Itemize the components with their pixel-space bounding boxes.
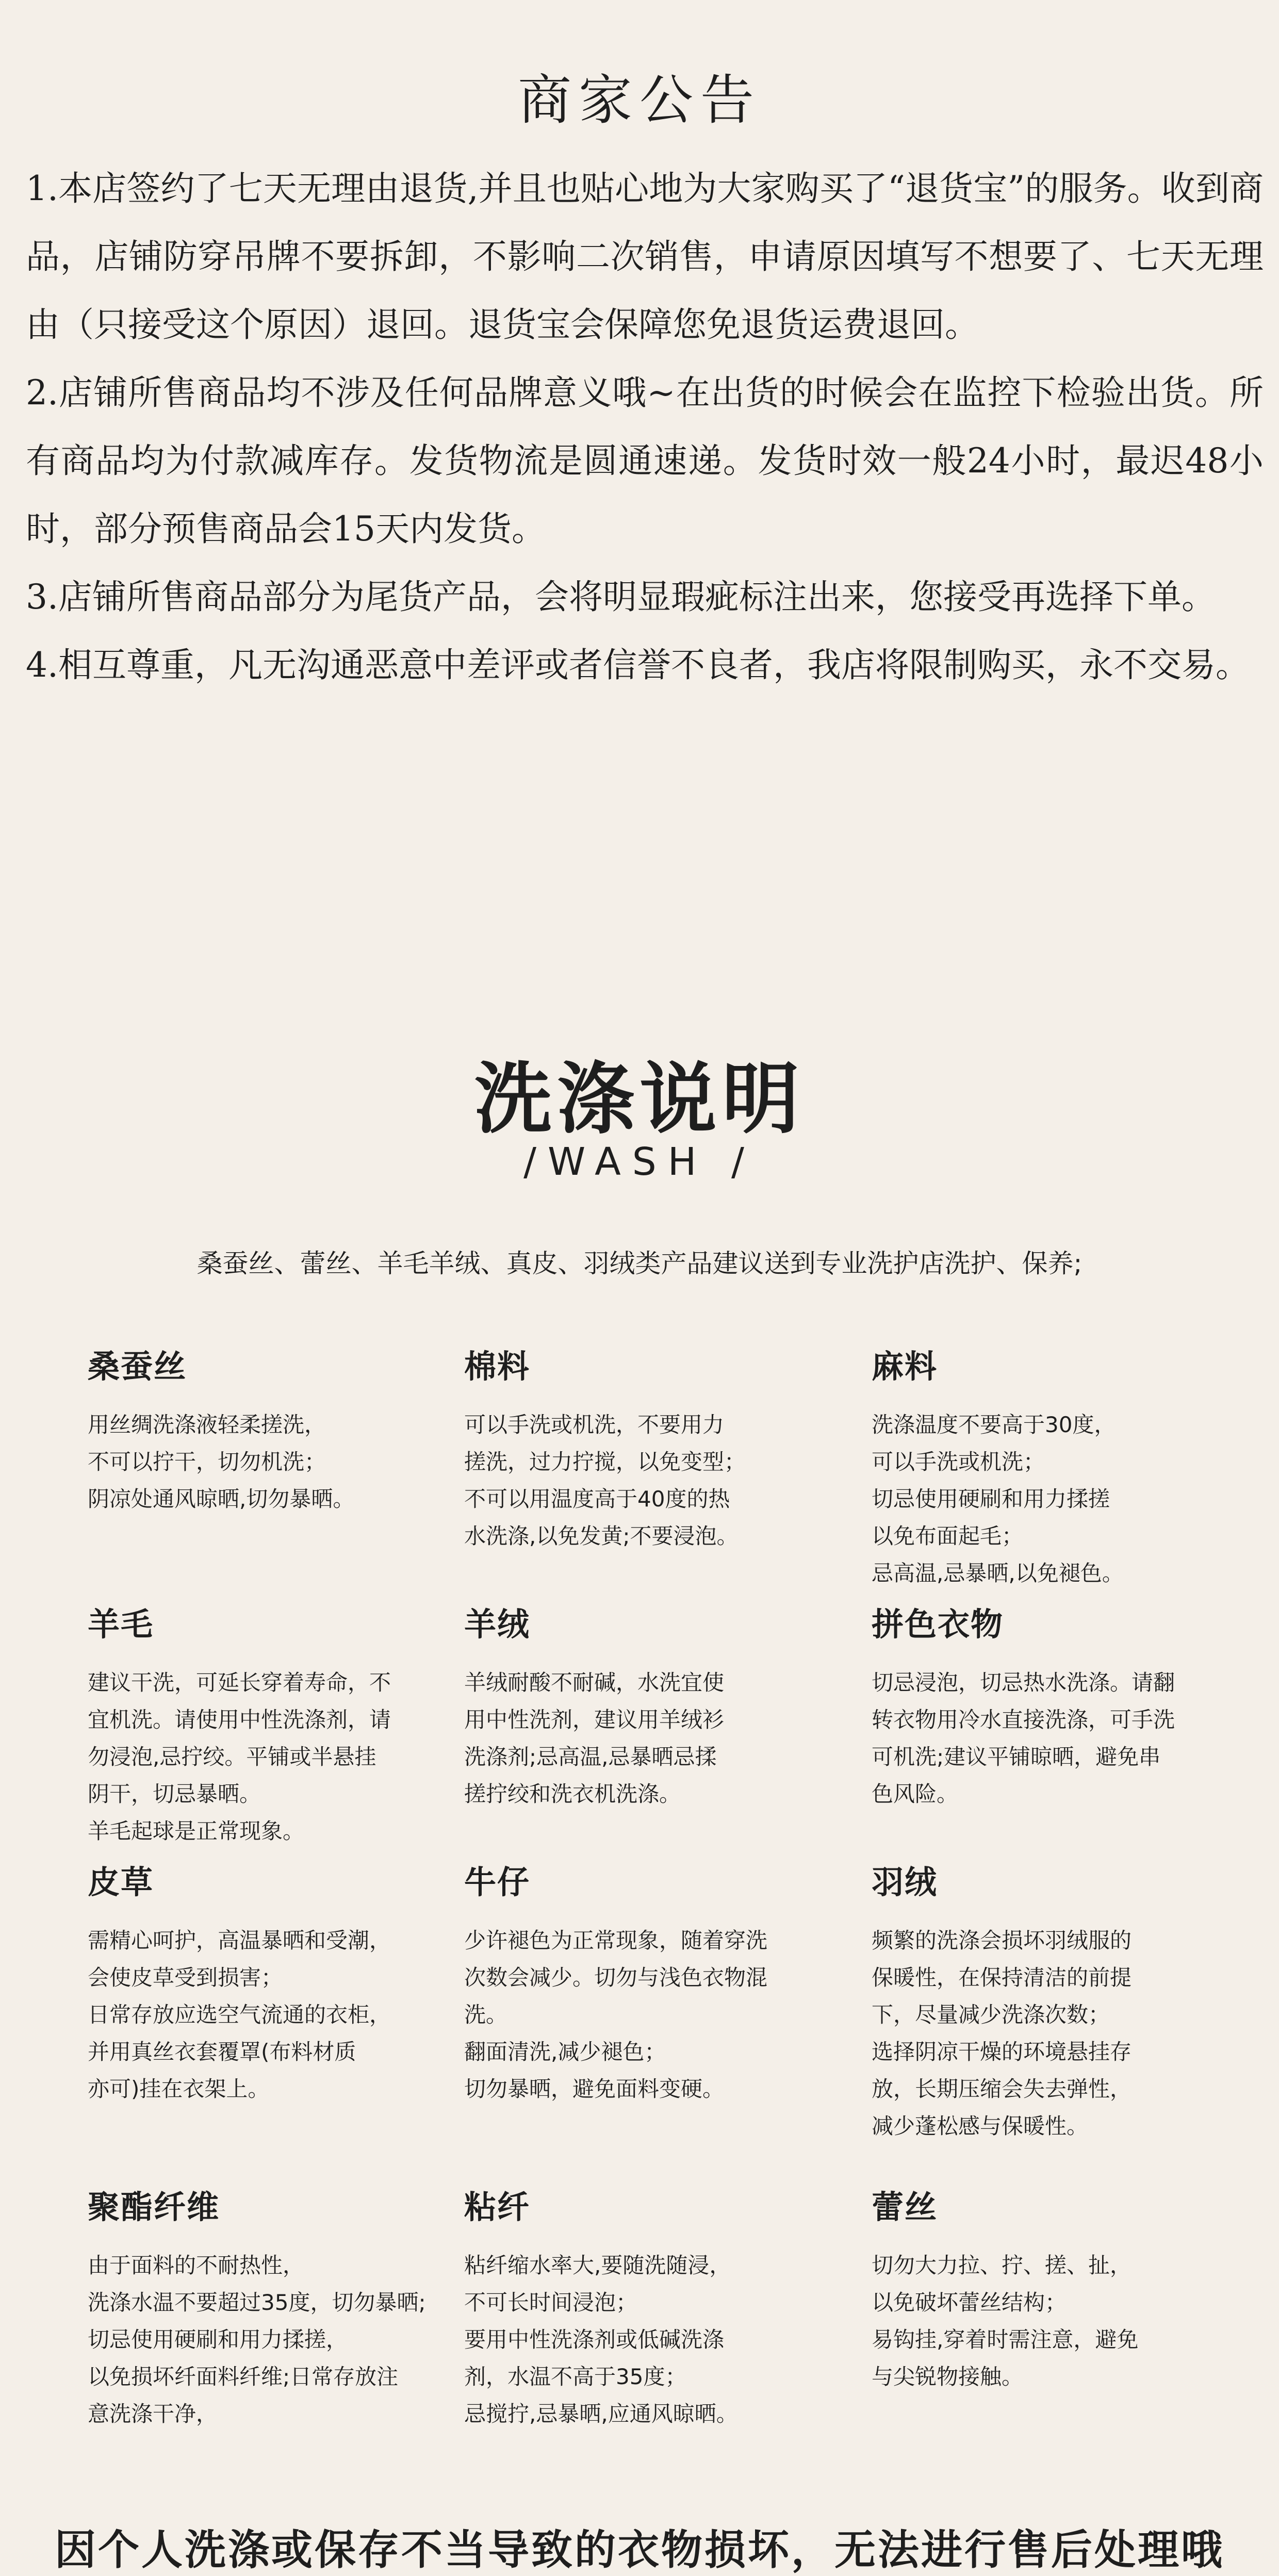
care-card-title: 桑蚕丝 bbox=[88, 1348, 187, 1385]
care-card-line: 亦可)挂在衣架上。 bbox=[88, 2076, 270, 2102]
notice-paragraph: 2.店铺所售商品均不涉及任何品牌意义哦~在出货的时候会在监控下检验出货。所有商品均为付款减库存。发货物流是圆通速递。发货时效一般24小时，最迟48小时，部分预售商品会15天内发货。 bbox=[26, 373, 1264, 549]
care-card-line: 洗。 bbox=[464, 2002, 508, 2027]
care-card-line: 切忌使用硬刷和用力揉搓 bbox=[872, 1486, 1110, 1512]
care-card-line: 剂，水温不高于35度； bbox=[464, 2364, 687, 2389]
care-card bbox=[464, 1857, 872, 2181]
care-card-line: 下，尽量减少洗涤次数； bbox=[872, 2002, 1110, 2027]
care-card-lines bbox=[88, 2247, 464, 2433]
care-card bbox=[88, 2181, 464, 2439]
care-card-title: 麻料 bbox=[872, 1348, 938, 1385]
care-card bbox=[88, 1857, 464, 2181]
care-card-line: 羊绒耐酸不耐碱，水洗宜使 bbox=[464, 1670, 725, 1695]
care-card-line: 可以手洗或机洗，不要用力 bbox=[464, 1412, 725, 1437]
care-card-lines bbox=[872, 2247, 1248, 2395]
care-card-line: 忌高温,忌暴晒,以免褪色。 bbox=[872, 1561, 1124, 1586]
care-card-title: 羊绒 bbox=[464, 1605, 531, 1643]
care-card bbox=[872, 1599, 1248, 1857]
care-card-line: 洗涤水温不要超过35度，切勿暴晒; bbox=[88, 2290, 426, 2315]
care-card-title: 聚酯纤维 bbox=[88, 2188, 220, 2226]
care-card-line: 不可长时间浸泡； bbox=[464, 2290, 638, 2315]
care-card-lines bbox=[88, 1664, 464, 1850]
care-card-line: 洗涤温度不要高于30度， bbox=[872, 1412, 1116, 1437]
wash-title: 洗涤说明 bbox=[474, 1055, 805, 1144]
care-card-line: 搓洗，过力拧搅，以免变型； bbox=[464, 1449, 746, 1474]
care-card-line: 翻面清洗,减少褪色； bbox=[464, 2039, 666, 2064]
care-card-line: 用中性洗剂，建议用羊绒衫 bbox=[464, 1707, 725, 1732]
care-card-line: 阴凉处通风晾晒,切勿暴晒。 bbox=[88, 1486, 355, 1512]
care-card-line: 建议干洗，可延长穿着寿命，不 bbox=[88, 1670, 391, 1695]
care-card-line: 不可以用温度高于40度的热 bbox=[464, 1486, 730, 1512]
notice-title: 商家公告 bbox=[517, 69, 761, 132]
care-card-lines bbox=[464, 1406, 872, 1555]
care-card-line: 选择阴凉干燥的环境悬挂存 bbox=[872, 2039, 1132, 2064]
care-card-line: 放，长期压缩会失去弹性， bbox=[872, 2076, 1132, 2102]
wash-intro: 桑蚕丝、蕾丝、羊毛羊绒、真皮、羽绒类产品建议送到专业洗护店洗护、保养; bbox=[196, 1249, 1083, 1278]
care-card-title: 棉料 bbox=[464, 1348, 531, 1385]
care-card-line: 要用中性洗涤剂或低碱洗涤 bbox=[464, 2327, 725, 2352]
care-card-title: 粘纤 bbox=[464, 2188, 531, 2226]
care-card-line: 由于面料的不耐热性， bbox=[88, 2253, 305, 2278]
care-card-line: 次数会减少。切勿与浅色衣物混 bbox=[464, 1965, 768, 1990]
care-card-line: 以免布面起毛； bbox=[872, 1523, 1024, 1549]
care-card bbox=[88, 1341, 464, 1599]
care-card-line: 与尖锐物接触。 bbox=[872, 2364, 1024, 2389]
footer-note: 因个人洗涤或保存不当导致的衣物损坏，无法进行售后处理哦 bbox=[55, 2526, 1224, 2574]
care-card-line: 保暖性，在保持清洁的前提 bbox=[872, 1965, 1132, 1990]
care-card-line: 可机洗;建议平铺晾晒，避免串 bbox=[872, 1744, 1161, 1769]
care-card-line: 易钩挂,穿着时需注意，避免 bbox=[872, 2327, 1139, 2352]
care-card-lines bbox=[88, 1922, 464, 2108]
care-card-line: 日常存放应选空气流通的衣柜， bbox=[88, 2002, 391, 2027]
care-card-line: 转衣物用冷水直接洗涤，可手洗 bbox=[872, 1707, 1175, 1732]
care-card-line: 切勿暴晒，避免面料变硬。 bbox=[464, 2076, 725, 2102]
care-card-lines bbox=[872, 1406, 1248, 1592]
care-card-line: 会使皮草受到损害； bbox=[88, 1965, 283, 1990]
care-card-line: 切忌使用硬刷和用力揉搓， bbox=[88, 2327, 348, 2352]
care-card-line: 以免破坏蕾丝结构； bbox=[872, 2290, 1067, 2315]
care-card-title: 羊毛 bbox=[88, 1605, 154, 1643]
care-card-line: 忌搅拧,忌暴晒,应通风晾晒。 bbox=[464, 2401, 738, 2426]
care-card-title: 牛仔 bbox=[464, 1863, 531, 1901]
care-card-title: 拼色衣物 bbox=[872, 1605, 1004, 1643]
care-card-lines bbox=[464, 2247, 872, 2433]
care-card-line: 以免损坏纤面料纤维;日常存放注 bbox=[88, 2364, 399, 2389]
care-card-lines bbox=[464, 1664, 872, 1813]
care-card-line: 不可以拧干，切勿机洗； bbox=[88, 1449, 326, 1474]
care-card-line: 勿浸泡,忌拧绞。平铺或半悬挂 bbox=[88, 1744, 376, 1769]
care-card-line: 粘纤缩水率大,要随洗随浸， bbox=[464, 2253, 731, 2278]
care-card-lines bbox=[88, 1406, 464, 1518]
care-card-title: 羽绒 bbox=[872, 1863, 938, 1901]
care-card bbox=[464, 1341, 872, 1599]
care-grid bbox=[88, 1341, 1248, 2439]
care-card-line: 意洗涤干净， bbox=[88, 2401, 218, 2426]
care-card bbox=[464, 1599, 872, 1857]
care-card-line: 切勿大力拉、拧、搓、扯， bbox=[872, 2253, 1132, 2278]
care-card-title: 皮草 bbox=[88, 1863, 154, 1901]
care-card bbox=[88, 1599, 464, 1857]
care-card-line: 可以手洗或机洗； bbox=[872, 1449, 1045, 1474]
care-card-line: 并用真丝衣套覆罩(布料材质 bbox=[88, 2039, 356, 2064]
care-card bbox=[464, 2181, 872, 2439]
care-card-line: 搓拧绞和洗衣机洗涤。 bbox=[464, 1781, 681, 1807]
care-card-title: 蕾丝 bbox=[872, 2188, 938, 2226]
care-card-line: 阴干，切忌暴晒。 bbox=[88, 1781, 261, 1807]
care-card-line: 羊毛起球是正常现象。 bbox=[88, 1818, 305, 1844]
wash-subtitle: /WASH / bbox=[523, 1140, 756, 1184]
notice-paragraph: 3.店铺所售商品部分为尾货产品，会将明显瑕疵标注出来，您接受再选择下单。 bbox=[26, 577, 1216, 617]
notice-body bbox=[26, 155, 1264, 699]
care-card-line: 频繁的洗涤会损坏羽绒服的 bbox=[872, 1928, 1132, 1953]
care-card-line: 减少蓬松感与保暖性。 bbox=[872, 2113, 1089, 2139]
notice-paragraph: 1.本店签约了七天无理由退货,并且也贴心地为大家购买了“退货宝”的服务。收到商品，店铺防穿吊牌不要拆卸，不影响二次销售，申请原因填写不想要了、七天无理由（只接受这个原因）退回。退货宝会保障您免退货运费退回。 bbox=[26, 169, 1264, 344]
care-card-line: 色风险。 bbox=[872, 1781, 959, 1807]
care-card bbox=[872, 2181, 1248, 2439]
care-card bbox=[872, 1341, 1248, 1599]
care-card-lines bbox=[872, 1664, 1248, 1813]
care-card-line: 洗涤剂;忌高温,忌暴晒忌揉 bbox=[464, 1744, 717, 1769]
care-card-lines bbox=[464, 1922, 872, 2108]
care-card-lines bbox=[872, 1922, 1248, 2145]
care-card-line: 少许褪色为正常现象，随着穿洗 bbox=[464, 1928, 768, 1953]
care-card bbox=[872, 1857, 1248, 2181]
care-card-line: 切忌浸泡，切忌热水洗涤。请翻 bbox=[872, 1670, 1175, 1695]
care-card-line: 水洗涤,以免发黄;不要浸泡。 bbox=[464, 1523, 739, 1549]
notice-paragraph: 4.相互尊重，凡无沟通恶意中差评或者信誉不良者，我店将限制购买，永不交易。 bbox=[26, 645, 1250, 685]
care-card-line: 宜机洗。请使用中性洗涤剂，请 bbox=[88, 1707, 391, 1732]
care-card-line: 用丝绸洗涤液轻柔搓洗， bbox=[88, 1412, 326, 1437]
care-card-line: 需精心呵护，高温暴晒和受潮， bbox=[88, 1928, 391, 1953]
